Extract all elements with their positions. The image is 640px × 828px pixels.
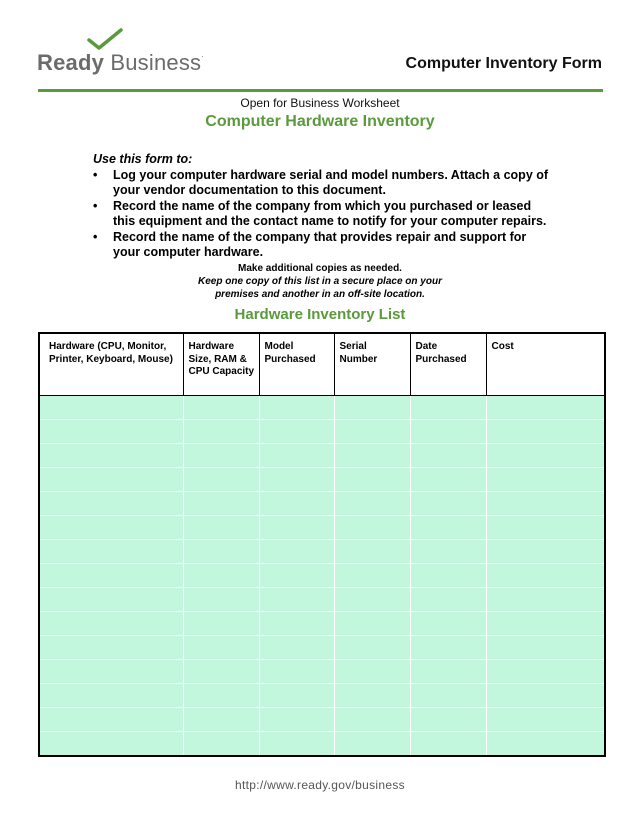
table-cell-input[interactable] xyxy=(486,732,605,757)
table-cell-input[interactable] xyxy=(334,492,410,516)
table-cell-input[interactable] xyxy=(334,396,410,420)
instructions-list xyxy=(93,168,553,261)
table-cell-input[interactable] xyxy=(259,492,334,516)
table-cell-input[interactable] xyxy=(259,444,334,468)
table-cell-input[interactable] xyxy=(39,684,183,708)
table-cell-input[interactable] xyxy=(183,492,259,516)
ready-business-logo xyxy=(37,28,204,78)
table-cell-input[interactable] xyxy=(259,636,334,660)
table-cell-input[interactable] xyxy=(39,396,183,420)
logo-text xyxy=(37,50,204,76)
table-cell-input[interactable] xyxy=(486,468,605,492)
column-header: Cost xyxy=(486,333,605,396)
table-cell-input[interactable] xyxy=(486,660,605,684)
footer-url[interactable]: http://www.ready.gov/business xyxy=(235,778,405,792)
table-cell-input[interactable] xyxy=(259,660,334,684)
table-cell-input[interactable] xyxy=(334,540,410,564)
checkmark-icon xyxy=(87,28,123,52)
table-cell-input[interactable] xyxy=(39,468,183,492)
table-row xyxy=(39,564,605,588)
table-cell-input[interactable] xyxy=(410,420,486,444)
table-cell-input[interactable] xyxy=(486,612,605,636)
table-cell-input[interactable] xyxy=(334,684,410,708)
instruction-item xyxy=(93,230,553,261)
table-row xyxy=(39,588,605,612)
table-cell-input[interactable] xyxy=(183,708,259,732)
table-cell-input[interactable] xyxy=(410,684,486,708)
table-cell-input[interactable] xyxy=(334,636,410,660)
table-row xyxy=(39,444,605,468)
table-row xyxy=(39,612,605,636)
table-cell-input[interactable] xyxy=(410,708,486,732)
table-cell-input[interactable] xyxy=(183,660,259,684)
table-cell-input[interactable] xyxy=(486,420,605,444)
table-cell-input[interactable] xyxy=(334,708,410,732)
table-cell-input[interactable] xyxy=(410,492,486,516)
table-cell-input[interactable] xyxy=(410,468,486,492)
instruction-text: Record the name of the company that provides repair and support for your computer hardware. xyxy=(113,229,527,259)
inventory-list-title: Hardware Inventory List xyxy=(234,306,406,323)
table-cell-input[interactable] xyxy=(410,636,486,660)
table-body xyxy=(39,396,605,757)
table-cell-input[interactable] xyxy=(183,444,259,468)
table-cell-input[interactable] xyxy=(334,420,410,444)
table-cell-input[interactable] xyxy=(410,732,486,757)
table-cell-input[interactable] xyxy=(486,684,605,708)
table-cell-input[interactable] xyxy=(39,588,183,612)
table-cell-input[interactable] xyxy=(183,612,259,636)
bullet-icon: • xyxy=(93,198,98,213)
table-cell-input[interactable] xyxy=(259,468,334,492)
bullet-icon: • xyxy=(93,229,98,244)
table-cell-input[interactable] xyxy=(39,660,183,684)
worksheet-subtitle: Open for Business Worksheet xyxy=(240,96,400,110)
table-cell-input[interactable] xyxy=(39,564,183,588)
table-cell-input[interactable] xyxy=(259,708,334,732)
header-divider xyxy=(38,89,603,92)
table-row xyxy=(39,684,605,708)
table-cell-input[interactable] xyxy=(410,660,486,684)
table-row xyxy=(39,468,605,492)
table-cell-input[interactable] xyxy=(183,684,259,708)
table-cell-input[interactable] xyxy=(334,660,410,684)
column-header: Serial Number xyxy=(334,333,410,396)
table-cell-input[interactable] xyxy=(39,492,183,516)
table-cell-input[interactable] xyxy=(334,612,410,636)
table-cell-input[interactable] xyxy=(334,468,410,492)
table-cell-input[interactable] xyxy=(410,612,486,636)
table-header-row xyxy=(39,333,605,396)
table-cell-input[interactable] xyxy=(259,420,334,444)
table-cell-input[interactable] xyxy=(183,396,259,420)
table-cell-input[interactable] xyxy=(39,444,183,468)
table-cell-input[interactable] xyxy=(39,516,183,540)
table-cell-input[interactable] xyxy=(486,636,605,660)
instructions-heading: Use this form to: xyxy=(93,152,193,166)
table-cell-input[interactable] xyxy=(486,492,605,516)
table-row xyxy=(39,732,605,757)
column-header: Hardware (CPU, Monitor, Printer, Keyboard, Mouse) xyxy=(39,333,183,396)
table-cell-input[interactable] xyxy=(183,420,259,444)
table-cell-input[interactable] xyxy=(486,708,605,732)
page-title: Computer Hardware Inventory xyxy=(205,113,435,130)
instruction-item xyxy=(93,168,553,199)
table-cell-input[interactable] xyxy=(334,564,410,588)
table-cell-input[interactable] xyxy=(410,516,486,540)
table-cell-input[interactable] xyxy=(39,540,183,564)
table-cell-input[interactable] xyxy=(410,564,486,588)
form-title: Computer Inventory Form xyxy=(405,55,602,72)
table-row xyxy=(39,636,605,660)
table-cell-input[interactable] xyxy=(259,612,334,636)
table-cell-input[interactable] xyxy=(486,564,605,588)
keep-copy-note-line1: Keep one copy of this list in a secure place on your xyxy=(198,276,442,287)
table-cell-input[interactable] xyxy=(334,588,410,612)
table-cell-input[interactable] xyxy=(259,732,334,757)
inventory-table xyxy=(38,332,606,757)
table-row xyxy=(39,396,605,420)
table-cell-input[interactable] xyxy=(259,684,334,708)
notes xyxy=(0,262,640,301)
table-cell-input[interactable] xyxy=(39,636,183,660)
table-cell-input[interactable] xyxy=(39,420,183,444)
table-cell-input[interactable] xyxy=(486,444,605,468)
table-cell-input[interactable] xyxy=(259,564,334,588)
table-cell-input[interactable] xyxy=(259,396,334,420)
table-cell-input[interactable] xyxy=(183,564,259,588)
column-header: Model Purchased xyxy=(259,333,334,396)
table-cell-input[interactable] xyxy=(183,540,259,564)
table-row xyxy=(39,420,605,444)
table-cell-input[interactable] xyxy=(334,516,410,540)
instruction-text: Record the name of the company from which you purchased or leased this equipment and the contact name to notify for your computer repairs. xyxy=(113,198,547,228)
keep-copy-note-line2: premises and another in an off-site location. xyxy=(215,289,425,300)
table-cell-input[interactable] xyxy=(410,396,486,420)
table-cell-input[interactable] xyxy=(259,516,334,540)
table-cell-input[interactable] xyxy=(39,612,183,636)
table-cell-input[interactable] xyxy=(183,468,259,492)
table-row xyxy=(39,540,605,564)
table-cell-input[interactable] xyxy=(259,588,334,612)
copies-note: Make additional copies as needed. xyxy=(238,263,402,274)
table-row xyxy=(39,492,605,516)
instruction-item xyxy=(93,199,553,230)
table-cell-input[interactable] xyxy=(39,708,183,732)
table-cell-input[interactable] xyxy=(410,540,486,564)
table-cell-input[interactable] xyxy=(334,444,410,468)
table-cell-input[interactable] xyxy=(183,732,259,757)
table-cell-input[interactable] xyxy=(486,516,605,540)
table-cell-input[interactable] xyxy=(183,588,259,612)
logo-trademark: . xyxy=(201,50,204,59)
table-row xyxy=(39,516,605,540)
instructions xyxy=(93,152,553,261)
table-cell-input[interactable] xyxy=(486,540,605,564)
table-cell-input[interactable] xyxy=(39,732,183,757)
table-cell-input[interactable] xyxy=(410,588,486,612)
table-cell-input[interactable] xyxy=(183,516,259,540)
table-cell-input[interactable] xyxy=(334,732,410,757)
bullet-icon: • xyxy=(93,167,98,182)
table-cell-input[interactable] xyxy=(410,444,486,468)
table-cell-input[interactable] xyxy=(259,540,334,564)
table-cell-input[interactable] xyxy=(486,396,605,420)
column-header: Date Purchased xyxy=(410,333,486,396)
logo-ready: Ready xyxy=(37,50,105,75)
table-row xyxy=(39,708,605,732)
table-row xyxy=(39,660,605,684)
instruction-text: Log your computer hardware serial and model numbers. Attach a copy of your vendor documentation to this document. xyxy=(113,167,549,197)
table-cell-input[interactable] xyxy=(183,636,259,660)
logo-business: Business xyxy=(110,50,202,75)
table-cell-input[interactable] xyxy=(486,588,605,612)
column-header: Hardware Size, RAM & CPU Capacity xyxy=(183,333,259,396)
